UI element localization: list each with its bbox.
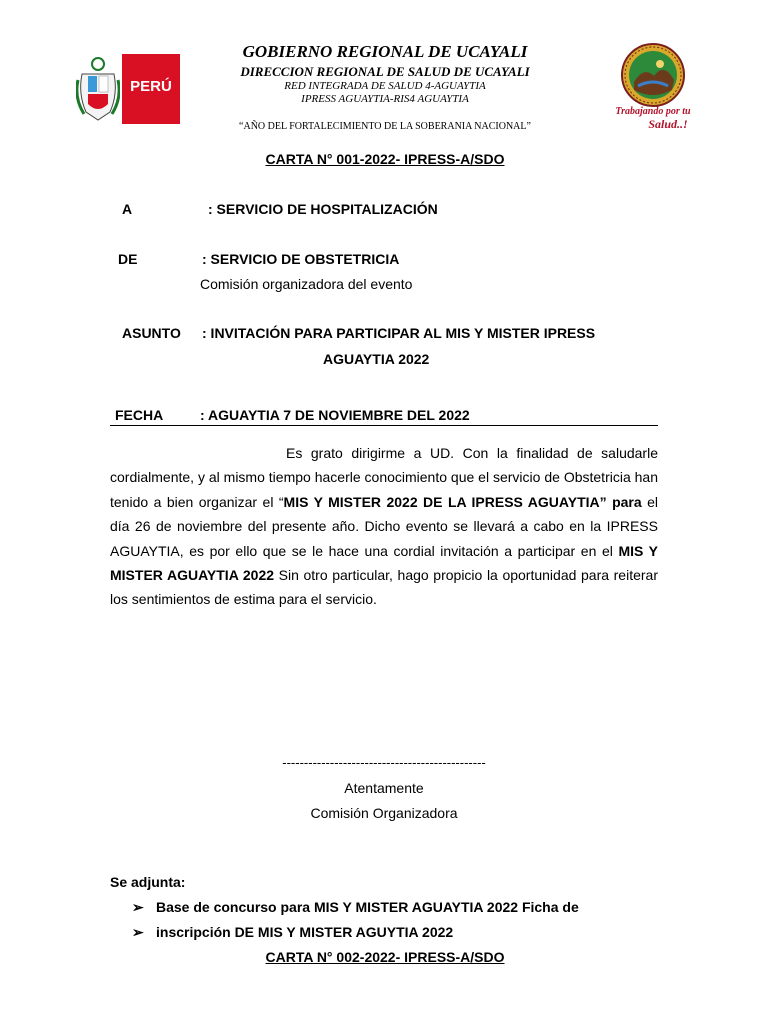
signature-name: Comisión Organizadora: [310, 805, 458, 821]
body-text-2: el día 26 de noviembre del presente año. Dicho evento se llevará a cabo en la IPRESS AGUAYTIA, es por ello que se le hace una cordial invitación a participar en el: [110, 493, 658, 559]
peru-wordmark: PERÚ: [130, 78, 172, 95]
field-asunto-value-2: AGUAYTIA 2022: [323, 351, 430, 367]
peru-government-logo: [76, 54, 180, 124]
field-asunto-label: ASUNTO: [122, 325, 181, 341]
header-title: GOBIERNO REGIONAL DE UCAYALI: [242, 42, 528, 61]
field-de-note: Comisión organizadora del evento: [200, 276, 413, 292]
seal-caption: [598, 106, 708, 132]
header-ipress: IPRESS AGUAYTIA-RIS4 AGUAYTIA: [301, 93, 469, 105]
attachment-item-2-text: inscripción DE MIS Y MISTER AGUYTIA 2022: [156, 924, 454, 940]
attachment-item-1-text: Base de concurso para MIS Y MISTER AGUAYTIA 2022 Ficha de: [156, 899, 579, 915]
field-fecha-value: : AGUAYTIA 7 DE NOVIEMBRE DEL 2022: [200, 407, 470, 423]
year-motto: “AÑO DEL FORTALECIMIENTO DE LA SOBERANIA NACIONAL”: [239, 121, 531, 132]
attachment-item-2: [132, 924, 692, 941]
arrow-bullet-icon: ➢: [132, 899, 144, 915]
header-network: RED INTEGRADA DE SALUD 4-AGUAYTIA: [284, 80, 486, 92]
attachments-label: Se adjunta:: [110, 874, 186, 890]
letter-body: [110, 441, 658, 612]
field-de-label: DE: [118, 251, 138, 267]
health-network-seal: [598, 42, 708, 134]
signature-line: -----------------------------------------------: [282, 755, 486, 770]
letter-number: CARTA N° 001-2022- IPRESS-A/SDO: [265, 151, 505, 167]
body-text-3: Sin otro particular, hago propicio la oportunidad para reiterar los sentimientos de estima para el servicio.: [110, 567, 658, 608]
body-bold-2: MIS Y MISTER AGUAYTIA 2022: [110, 542, 658, 584]
header-subtitle: DIRECCION REGIONAL DE SALUD DE UCAYALI: [240, 64, 530, 79]
seal-icon: [598, 42, 708, 112]
attachment-item-1: [132, 899, 692, 916]
arrow-bullet-icon: ➢: [132, 924, 144, 940]
signature-closing: Atentamente: [344, 780, 424, 796]
body-bold-1: MIS Y MISTER 2022 DE LA IPRESS AGUAYTIA” para: [283, 493, 642, 510]
field-a-label: A: [122, 201, 133, 217]
letter-number-2: CARTA N° 002-2022- IPRESS-A/SDO: [265, 949, 505, 965]
field-a-value: : SERVICIO DE HOSPITALIZACIÓN: [208, 201, 438, 217]
body-text-1: Es grato dirigirme a UD. Con la finalidad de saludarle cordialmente, y al mismo tiempo hacerle conocimiento que el servicio de Obstetricia han tenido a bien organizar el “: [110, 445, 658, 510]
seal-caption-1: Trabajando por tu: [615, 106, 691, 117]
field-de-value: : SERVICIO DE OBSTETRICIA: [202, 251, 400, 267]
seal-caption-2: Salud..!: [648, 117, 688, 131]
divider: [110, 425, 658, 426]
coat-of-arms-icon: [76, 54, 120, 124]
field-fecha-label: FECHA: [115, 407, 164, 423]
field-asunto-value: : INVITACIÓN PARA PARTICIPAR AL MIS Y MISTER IPRESS: [202, 325, 596, 341]
